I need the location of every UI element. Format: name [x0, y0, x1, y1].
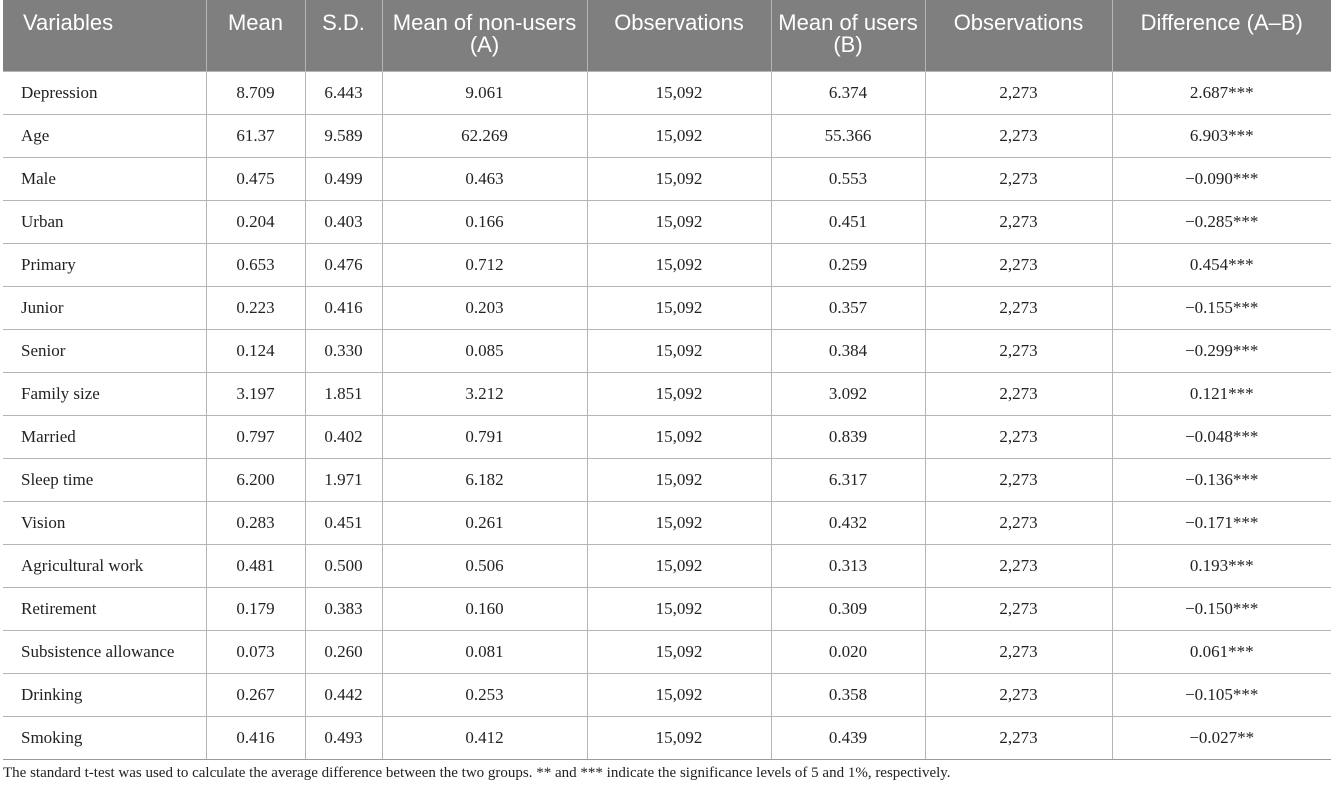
variable-cell: Age: [3, 115, 206, 158]
table-footnote: The standard t-test was used to calculate the average difference between the two groups. ** and *** indicate the significance levels of 5 and 1%, respectively.: [3, 765, 951, 781]
mean-users-cell: 0.309: [771, 588, 925, 631]
difference-cell: 0.121***: [1112, 373, 1331, 416]
table-row: [3, 373, 1331, 416]
sd-cell: 1.971: [305, 459, 382, 502]
variable-cell: Male: [3, 158, 206, 201]
table-row: [3, 631, 1331, 674]
header-variables: Variables: [3, 0, 206, 72]
observations-non-users-cell: 15,092: [587, 330, 771, 373]
difference-cell: −0.299***: [1112, 330, 1331, 373]
observations-users-cell: 2,273: [925, 158, 1112, 201]
observations-users-cell: 2,273: [925, 201, 1112, 244]
header-row: [3, 0, 1331, 72]
observations-users-cell: 2,273: [925, 115, 1112, 158]
header-mean: Mean: [206, 0, 305, 72]
variable-cell: Senior: [3, 330, 206, 373]
difference-cell: −0.155***: [1112, 287, 1331, 330]
header-observations-non-users: Observations: [587, 0, 771, 72]
difference-cell: −0.136***: [1112, 459, 1331, 502]
sd-cell: 0.330: [305, 330, 382, 373]
table-row: [3, 502, 1331, 545]
mean-non-users-cell: 0.160: [382, 588, 587, 631]
table-row: [3, 459, 1331, 502]
observations-non-users-cell: 15,092: [587, 287, 771, 330]
variable-cell: Junior: [3, 287, 206, 330]
mean-cell: 6.200: [206, 459, 305, 502]
table-row: [3, 201, 1331, 244]
mean-cell: 3.197: [206, 373, 305, 416]
difference-cell: 6.903***: [1112, 115, 1331, 158]
observations-users-cell: 2,273: [925, 244, 1112, 287]
difference-cell: −0.090***: [1112, 158, 1331, 201]
observations-users-cell: 2,273: [925, 287, 1112, 330]
observations-non-users-cell: 15,092: [587, 416, 771, 459]
mean-cell: 0.073: [206, 631, 305, 674]
mean-users-cell: 0.439: [771, 717, 925, 760]
mean-non-users-cell: 0.203: [382, 287, 587, 330]
table-row: [3, 244, 1331, 287]
header-sd: S.D.: [305, 0, 382, 72]
observations-non-users-cell: 15,092: [587, 545, 771, 588]
table-row: [3, 717, 1331, 760]
sd-cell: 0.493: [305, 717, 382, 760]
observations-non-users-cell: 15,092: [587, 502, 771, 545]
mean-non-users-cell: 9.061: [382, 72, 587, 115]
observations-users-cell: 2,273: [925, 717, 1112, 760]
difference-cell: −0.285***: [1112, 201, 1331, 244]
difference-cell: 0.193***: [1112, 545, 1331, 588]
mean-users-cell: 0.313: [771, 545, 925, 588]
observations-users-cell: 2,273: [925, 588, 1112, 631]
variable-cell: Married: [3, 416, 206, 459]
mean-non-users-cell: 0.712: [382, 244, 587, 287]
mean-non-users-cell: 0.463: [382, 158, 587, 201]
observations-non-users-cell: 15,092: [587, 459, 771, 502]
difference-cell: −0.105***: [1112, 674, 1331, 717]
observations-users-cell: 2,273: [925, 459, 1112, 502]
sd-cell: 0.383: [305, 588, 382, 631]
variable-cell: Subsistence allowance: [3, 631, 206, 674]
observations-users-cell: 2,273: [925, 330, 1112, 373]
variable-cell: Drinking: [3, 674, 206, 717]
mean-non-users-cell: 0.085: [382, 330, 587, 373]
variable-cell: Primary: [3, 244, 206, 287]
observations-non-users-cell: 15,092: [587, 674, 771, 717]
observations-users-cell: 2,273: [925, 373, 1112, 416]
header-mean-users: Mean of users (B): [771, 0, 925, 72]
observations-non-users-cell: 15,092: [587, 115, 771, 158]
table-row: [3, 115, 1331, 158]
variable-cell: Depression: [3, 72, 206, 115]
sd-cell: 0.416: [305, 287, 382, 330]
mean-non-users-cell: 3.212: [382, 373, 587, 416]
sd-cell: 6.443: [305, 72, 382, 115]
difference-cell: 2.687***: [1112, 72, 1331, 115]
observations-non-users-cell: 15,092: [587, 201, 771, 244]
sd-cell: 0.402: [305, 416, 382, 459]
mean-cell: 0.797: [206, 416, 305, 459]
header-mean-non-users: Mean of non-users (A): [382, 0, 587, 72]
mean-cell: 61.37: [206, 115, 305, 158]
variable-cell: Urban: [3, 201, 206, 244]
sd-cell: 0.451: [305, 502, 382, 545]
observations-non-users-cell: 15,092: [587, 244, 771, 287]
observations-users-cell: 2,273: [925, 545, 1112, 588]
mean-cell: 0.653: [206, 244, 305, 287]
mean-users-cell: 0.357: [771, 287, 925, 330]
observations-non-users-cell: 15,092: [587, 631, 771, 674]
observations-non-users-cell: 15,092: [587, 588, 771, 631]
mean-non-users-cell: 6.182: [382, 459, 587, 502]
difference-cell: 0.061***: [1112, 631, 1331, 674]
mean-users-cell: 0.358: [771, 674, 925, 717]
observations-users-cell: 2,273: [925, 72, 1112, 115]
mean-non-users-cell: 0.791: [382, 416, 587, 459]
table-row: [3, 287, 1331, 330]
mean-cell: 0.267: [206, 674, 305, 717]
sd-cell: 0.500: [305, 545, 382, 588]
mean-non-users-cell: 0.081: [382, 631, 587, 674]
mean-users-cell: 0.432: [771, 502, 925, 545]
variable-cell: Sleep time: [3, 459, 206, 502]
sd-cell: 0.403: [305, 201, 382, 244]
descriptive-statistics-table: [3, 0, 1331, 760]
mean-cell: 8.709: [206, 72, 305, 115]
mean-users-cell: 0.259: [771, 244, 925, 287]
mean-cell: 0.481: [206, 545, 305, 588]
observations-users-cell: 2,273: [925, 631, 1112, 674]
mean-users-cell: 0.553: [771, 158, 925, 201]
difference-cell: −0.150***: [1112, 588, 1331, 631]
table-row: [3, 158, 1331, 201]
observations-users-cell: 2,273: [925, 674, 1112, 717]
mean-users-cell: 0.384: [771, 330, 925, 373]
observations-non-users-cell: 15,092: [587, 72, 771, 115]
mean-users-cell: 6.374: [771, 72, 925, 115]
header-observations-users: Observations: [925, 0, 1112, 72]
sd-cell: 0.442: [305, 674, 382, 717]
mean-non-users-cell: 0.412: [382, 717, 587, 760]
difference-cell: 0.454***: [1112, 244, 1331, 287]
table-header: [3, 0, 1331, 72]
mean-non-users-cell: 0.261: [382, 502, 587, 545]
variable-cell: Retirement: [3, 588, 206, 631]
mean-cell: 0.124: [206, 330, 305, 373]
mean-cell: 0.204: [206, 201, 305, 244]
mean-cell: 0.283: [206, 502, 305, 545]
mean-users-cell: 0.020: [771, 631, 925, 674]
mean-non-users-cell: 0.166: [382, 201, 587, 244]
mean-users-cell: 3.092: [771, 373, 925, 416]
mean-users-cell: 55.366: [771, 115, 925, 158]
difference-cell: −0.027**: [1112, 717, 1331, 760]
observations-users-cell: 2,273: [925, 502, 1112, 545]
mean-non-users-cell: 0.253: [382, 674, 587, 717]
difference-cell: −0.048***: [1112, 416, 1331, 459]
sd-cell: 0.476: [305, 244, 382, 287]
mean-cell: 0.475: [206, 158, 305, 201]
sd-cell: 0.260: [305, 631, 382, 674]
mean-cell: 0.223: [206, 287, 305, 330]
table-row: [3, 416, 1331, 459]
mean-cell: 0.179: [206, 588, 305, 631]
variable-cell: Agricultural work: [3, 545, 206, 588]
observations-non-users-cell: 15,092: [587, 158, 771, 201]
mean-users-cell: 0.451: [771, 201, 925, 244]
sd-cell: 1.851: [305, 373, 382, 416]
table-row: [3, 72, 1331, 115]
table-row: [3, 545, 1331, 588]
observations-non-users-cell: 15,092: [587, 373, 771, 416]
sd-cell: 0.499: [305, 158, 382, 201]
variable-cell: Smoking: [3, 717, 206, 760]
mean-users-cell: 0.839: [771, 416, 925, 459]
sd-cell: 9.589: [305, 115, 382, 158]
header-difference: Difference (A–B): [1112, 0, 1331, 72]
table-row: [3, 330, 1331, 373]
mean-non-users-cell: 62.269: [382, 115, 587, 158]
mean-non-users-cell: 0.506: [382, 545, 587, 588]
table-row: [3, 674, 1331, 717]
observations-users-cell: 2,273: [925, 416, 1112, 459]
mean-users-cell: 6.317: [771, 459, 925, 502]
difference-cell: −0.171***: [1112, 502, 1331, 545]
table-row: [3, 588, 1331, 631]
observations-non-users-cell: 15,092: [587, 717, 771, 760]
table-body: [3, 72, 1331, 760]
mean-cell: 0.416: [206, 717, 305, 760]
variable-cell: Vision: [3, 502, 206, 545]
variable-cell: Family size: [3, 373, 206, 416]
